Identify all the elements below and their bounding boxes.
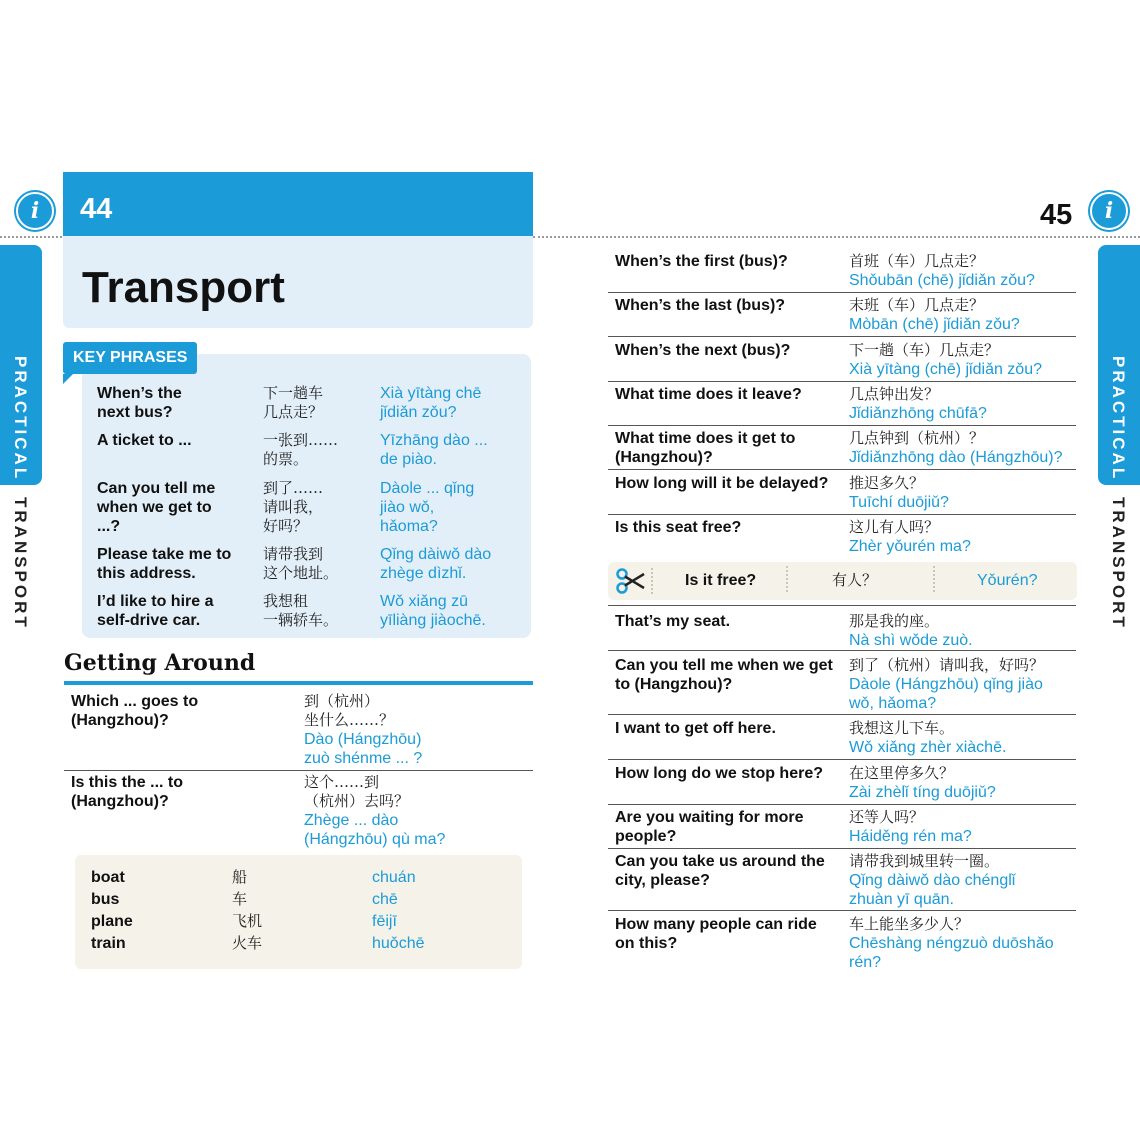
info-icon: i (16, 192, 54, 230)
phrase-chinese: 在这里停多久？ (849, 764, 955, 782)
phrase-chinese: 这儿有人吗？ (849, 518, 940, 536)
section-rule (64, 681, 533, 685)
phrase-pinyin: Nà shì wǒde zuò. (849, 632, 973, 649)
phrase-row (608, 852, 1076, 911)
cut-phrase-chinese: 有人？ (832, 571, 878, 589)
phrase-english: I’d like to hire a self-drive car. (97, 593, 214, 629)
phrase-row (608, 429, 1076, 470)
phrase-row (608, 719, 1076, 760)
phrase-chinese: 下一趟车 几点走？ (263, 384, 324, 421)
phrase-pinyin: Tuīchí duōjiǔ? (849, 494, 949, 511)
page-title: Transport (82, 263, 285, 312)
key-phrases-label: KEY PHRASES (63, 342, 197, 374)
phrase-english: Can you tell me when we get to ...? (97, 480, 216, 535)
phrase-row (608, 612, 1076, 651)
vocab-row (91, 912, 511, 934)
vocab-pinyin: huǒchē (372, 935, 425, 952)
phrase-english: What time does it leave? (615, 386, 802, 403)
info-icon: i (1090, 192, 1128, 230)
phrase-pinyin: Yīzhāng dào ... de piào. (380, 432, 488, 468)
phrase-row (608, 518, 1076, 558)
phrase-row (608, 915, 1076, 973)
phrase-pinyin: Háiděng rén ma? (849, 828, 972, 845)
phrase-chinese: 末班（车）几点走？ (849, 296, 985, 314)
phrase-chinese: 几点钟到（杭州）？ (849, 429, 985, 447)
phrase-row (64, 773, 533, 851)
phrase-pinyin: Zài zhèlǐ tíng duōjiǔ? (849, 784, 996, 801)
vocab-pinyin: chē (372, 891, 398, 908)
cut-phrase-english: Is it free? (685, 572, 757, 589)
phrase-english: When’s the last (bus)? (615, 297, 786, 314)
phrase-chinese: 那是我的座。 (849, 612, 940, 630)
phrase-row (608, 252, 1076, 293)
vocab-row (91, 890, 511, 912)
phrase-chinese: 请带我到 这个地址。 (263, 545, 339, 582)
scissors-icon (616, 568, 646, 594)
phrase-pinyin: Jǐdiǎnzhōng chūfā? (849, 405, 987, 422)
phrase-english: When’s the next bus? (97, 385, 182, 421)
phrase-pinyin: Dàole (Hángzhōu) qǐng jiào wǒ, hǎoma? (849, 676, 1043, 712)
phrase-english: Please take me to this address. (97, 546, 232, 582)
phrase-pinyin: Qǐng dàiwǒ dào zhège dìzhǐ. (380, 546, 492, 582)
phrase-english: When’s the next (bus)? (615, 342, 791, 359)
vocab-chinese: 火车 (232, 934, 263, 952)
page-number-right: 45 (1040, 199, 1073, 231)
side-tab-section: TRANSPORT (11, 497, 30, 630)
phrase-english: Are you waiting for more people? (615, 809, 804, 845)
phrase-english: Can you tell me when we get to (Hangzhou)? (615, 657, 833, 693)
phrase-chinese: 这个……到 （杭州）去吗？ (304, 773, 410, 810)
phrase-row (608, 341, 1076, 382)
phrase-row (608, 474, 1076, 515)
phrase-pinyin: Dào (Hángzhōu) zuò shénme ... ? (304, 731, 423, 767)
vocab-pinyin: chuán (372, 869, 416, 886)
phrase-row (608, 385, 1076, 426)
phrase-chinese: 请带我到城里转一圈。 (849, 852, 1000, 870)
cut-phrase-pinyin: Yǒurén? (977, 572, 1038, 589)
phrase-pinyin: Mòbān (chē) jǐdiǎn zǒu? (849, 316, 1020, 333)
phrase-chinese: 到了…… 请叫我， 好吗？ (263, 479, 324, 535)
vocab-pinyin: fēijī (372, 913, 397, 930)
phrase-pinyin: Zhèr yǒurén ma? (849, 538, 971, 555)
phrase-chinese: 几点钟出发？ (849, 385, 940, 403)
vocab-english: plane (91, 913, 133, 930)
page-divider-right (533, 236, 1140, 238)
phrase-pinyin: Wǒ xiǎng zū yīliàng jiàochē. (380, 593, 486, 629)
phrase-english: Is this seat free? (615, 519, 742, 536)
dotted-separator (651, 568, 653, 594)
phrase-english: Can you take us around the city, please? (615, 853, 825, 889)
phrase-row (608, 808, 1076, 849)
page-divider-left (0, 236, 62, 238)
vocab-english: bus (91, 891, 120, 908)
phrase-pinyin: Xià yītàng chē jǐdiǎn zǒu? (380, 385, 482, 421)
phrase-english: What time does it get to (Hangzhou)? (615, 430, 796, 466)
vocab-english: train (91, 935, 126, 952)
page-number-bar (63, 172, 533, 236)
phrase-row (608, 656, 1076, 715)
phrase-chinese: 一张到…… 的票。 (263, 431, 339, 468)
phrase-english: How long do we stop here? (615, 765, 823, 782)
phrase-pinyin: Shǒubān (chē) jǐdiǎn zǒu? (849, 272, 1035, 289)
phrase-chinese: 推迟多久？ (849, 474, 925, 492)
phrase-pinyin: Xià yītàng (chē) jǐdiǎn zǒu? (849, 361, 1042, 378)
phrase-english: Is this the ... to (Hangzhou)? (71, 774, 184, 810)
phrase-english: How long will it be delayed? (615, 475, 829, 492)
phrase-chinese: 首班（车）几点走？ (849, 252, 985, 270)
phrase-chinese: 到了（杭州）请叫我，好吗？ (849, 656, 1045, 674)
vocab-row (91, 868, 511, 890)
section-heading: Getting Around (64, 650, 256, 676)
page-number: 44 (80, 193, 113, 225)
phrase-chinese: 到（杭州） 坐什么……？ (304, 692, 395, 729)
phrase-pinyin: Dàole ... qǐng jiào wǒ, hǎoma? (380, 480, 475, 535)
phrase-english: A ticket to ... (97, 432, 192, 449)
row-divider (608, 605, 1076, 606)
side-tab-section: TRANSPORT (1109, 497, 1128, 630)
phrase-english: How many people can ride on this? (615, 916, 817, 952)
phrase-chinese: 下一趟（车）几点走？ (849, 341, 1000, 359)
dotted-separator (933, 566, 935, 592)
phrase-english: When’s the first (bus)? (615, 253, 788, 270)
dotted-separator (786, 566, 788, 592)
phrase-chinese: 我想租 一辆轿车。 (263, 592, 339, 629)
phrase-chinese: 我想这儿下车。 (849, 719, 955, 737)
phrase-english: I want to get off here. (615, 720, 776, 737)
phrase-pinyin: Chēshàng néngzuò duōshǎo rén? (849, 935, 1054, 971)
phrase-row (608, 764, 1076, 805)
side-tab-label: PRACTICAL (1109, 356, 1128, 482)
vocab-chinese: 飞机 (232, 912, 263, 930)
vocab-english: boat (91, 869, 125, 886)
phrase-english: Which ... goes to (Hangzhou)? (71, 693, 199, 729)
vocab-chinese: 车 (232, 890, 248, 908)
phrase-english: That’s my seat. (615, 613, 731, 630)
key-phrases-label-tail (63, 374, 73, 384)
phrase-pinyin: Jǐdiǎnzhōng dào (Hángzhōu)? (849, 449, 1063, 466)
vocab-row (91, 934, 511, 956)
side-tab-label: PRACTICAL (11, 356, 30, 482)
phrase-pinyin: Wǒ xiǎng zhèr xiàchē. (849, 739, 1007, 756)
phrase-row (608, 296, 1076, 337)
phrase-chinese: 车上能坐多少人？ (849, 915, 970, 933)
phrase-pinyin: Zhège ... dào (Hángzhōu) qù ma? (304, 812, 446, 848)
phrase-pinyin: Qǐng dàiwǒ dào chénglǐ zhuàn yī quān. (849, 872, 1016, 908)
vocab-chinese: 船 (232, 868, 248, 886)
phrase-row (64, 692, 533, 771)
phrase-chinese: 还等人吗？ (849, 808, 925, 826)
